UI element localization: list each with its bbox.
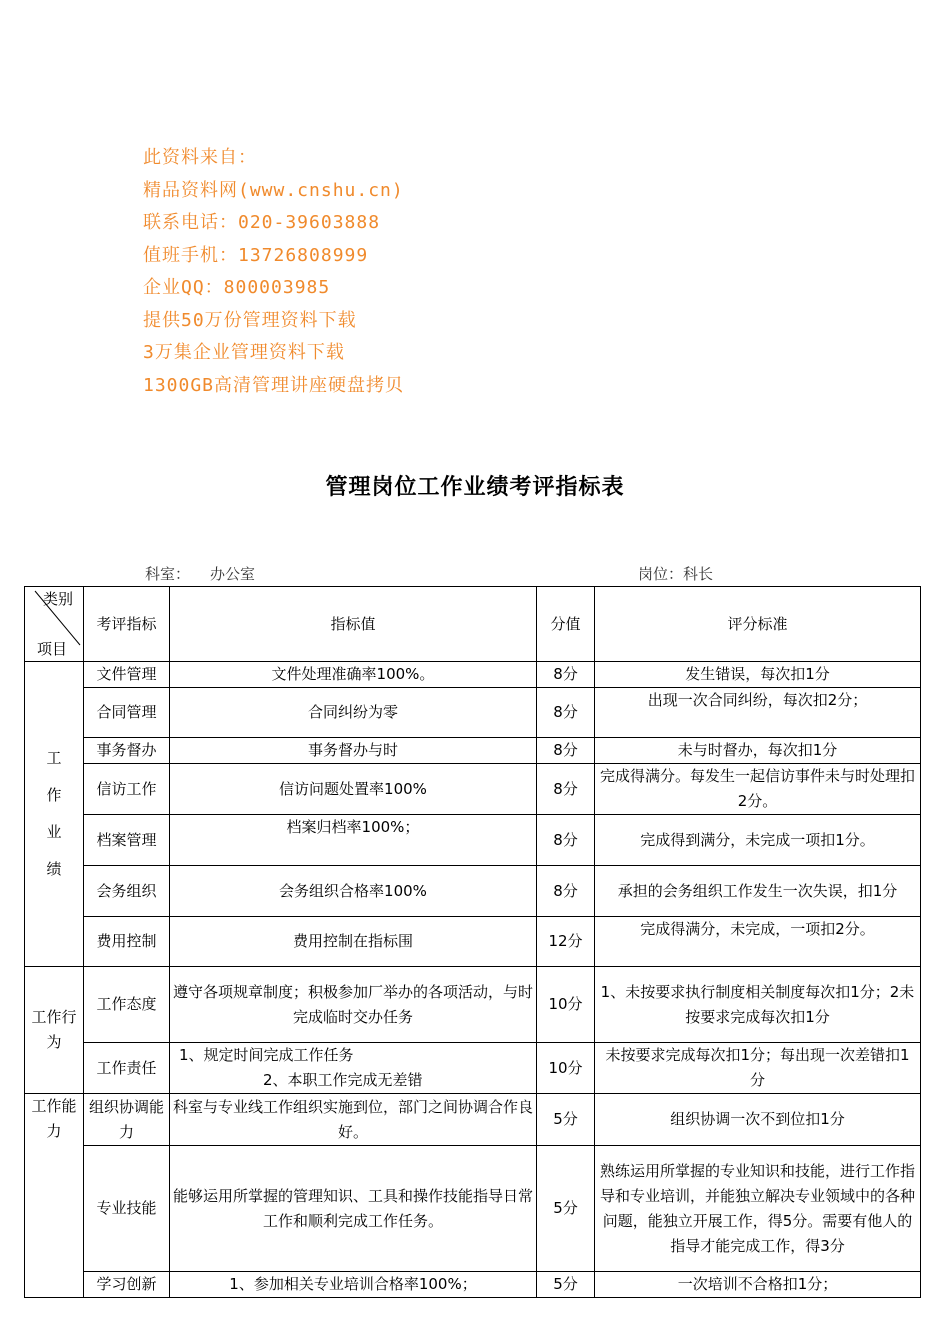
post-label: 岗位：科长 xyxy=(638,565,714,583)
indicator-value: 会务组织合格率100% xyxy=(170,866,537,917)
promo-line: 企业QQ：800003985 xyxy=(143,277,331,298)
group-ability: 工作能力 xyxy=(25,1094,84,1298)
promo-line: 1300GB高清管理讲座硬盘拷贝 xyxy=(143,374,405,396)
indicator-name: 信访工作 xyxy=(84,764,170,815)
indicator-criteria: 未与时督办，每次扣1分 xyxy=(595,738,921,764)
indicator-value: 文件处理准确率100%。 xyxy=(170,662,537,688)
indicator-criteria: 未按要求完成每次扣1分；每出现一次差错扣1分 xyxy=(595,1043,921,1094)
promo-line: 值班手机：13726808999 xyxy=(143,244,369,266)
indicator-name: 事务督办 xyxy=(84,738,170,764)
indicator-name: 档案管理 xyxy=(84,815,170,866)
page-title: 管理岗位工作业绩考评指标表 xyxy=(325,475,625,500)
indicator-name: 组织协调能力 xyxy=(84,1094,170,1146)
group-behavior: 工作行为 xyxy=(25,967,84,1094)
table-row xyxy=(25,1043,921,1094)
indicator-score: 8分 xyxy=(537,815,595,866)
group-char: 绩 xyxy=(46,860,62,878)
indicator-value: 1、参加相关专业培训合格率100%； xyxy=(170,1272,537,1298)
header-score: 分值 xyxy=(537,587,595,662)
indicator-value: 能够运用所掌握的管理知识、工具和操作技能指导日常工作和顺利完成工作任务。 xyxy=(170,1146,537,1272)
indicator-score: 12分 xyxy=(537,917,595,967)
indicator-value xyxy=(170,1043,537,1094)
table-row xyxy=(25,1146,921,1272)
header-value: 指标值 xyxy=(170,587,537,662)
header-row xyxy=(25,587,921,662)
indicator-criteria: 承担的会务组织工作发生一次失误，扣1分 xyxy=(595,866,921,917)
table-row xyxy=(25,866,921,917)
dept-value: 办公室 xyxy=(210,565,256,583)
diag-top-label: 类别 xyxy=(42,590,73,608)
group-char: 工 xyxy=(46,749,62,767)
indicator-name: 专业技能 xyxy=(84,1146,170,1272)
header-indicator: 考评指标 xyxy=(84,587,170,662)
group-char: 业 xyxy=(46,823,62,841)
promo-line: 联系电话：020-39603888 xyxy=(143,212,381,233)
indicator-score: 5分 xyxy=(537,1146,595,1272)
table-row xyxy=(25,688,921,738)
table-row xyxy=(25,738,921,764)
table-row xyxy=(25,1094,921,1146)
indicator-value: 事务督办与时 xyxy=(170,738,537,764)
value-line: 2、本职工作完成无差错 xyxy=(263,1071,423,1089)
indicator-criteria: 熟练运用所掌握的专业知识和技能，进行工作指导和专业培训，并能独立解决专业领域中的各种问题，能独立开展工作，得5分。需要有他人的指导才能完成工作，得3分 xyxy=(595,1146,921,1272)
indicator-value: 档案归档率100%； xyxy=(170,815,537,866)
indicator-criteria: 出现一次合同纠纷，每次扣2分； xyxy=(595,688,921,738)
promo-line: 此资料来自： xyxy=(143,147,257,168)
indicator-value: 遵守各项规章制度；积极参加厂举办的各项活动，与时完成临时交办任务 xyxy=(170,967,537,1043)
table-row xyxy=(25,967,921,1043)
indicator-name: 工作责任 xyxy=(84,1043,170,1094)
indicator-value: 合同纠纷为零 xyxy=(170,688,537,738)
indicator-criteria: 一次培训不合格扣1分； xyxy=(595,1272,921,1298)
value-line: 1、规定时间完成工作任务 xyxy=(179,1046,354,1064)
indicator-criteria: 完成得满分。每发生一起信访事件未与时处理扣2分。 xyxy=(595,764,921,815)
group-performance xyxy=(25,662,84,967)
table-row xyxy=(25,764,921,815)
indicator-value: 科室与专业线工作组织实施到位，部门之间协调合作良好。 xyxy=(170,1094,537,1146)
indicator-value: 信访问题处置率100% xyxy=(170,764,537,815)
indicator-criteria: 完成得满分，未完成，一项扣2分。 xyxy=(595,917,921,967)
diag-bottom-label: 项目 xyxy=(37,640,68,658)
indicator-criteria: 1、未按要求执行制度相关制度每次扣1分；2未按要求完成每次扣1分 xyxy=(595,967,921,1043)
table-row xyxy=(25,917,921,967)
indicator-name: 合同管理 xyxy=(84,688,170,738)
indicator-score: 10分 xyxy=(537,1043,595,1094)
evaluation-table xyxy=(24,586,921,1298)
diagonal-header-cell xyxy=(25,587,84,662)
indicator-name: 工作态度 xyxy=(84,967,170,1043)
indicator-score: 8分 xyxy=(537,866,595,917)
table-row xyxy=(25,662,921,688)
indicator-criteria: 发生错误，每次扣1分 xyxy=(595,662,921,688)
indicator-score: 8分 xyxy=(537,764,595,815)
indicator-name: 会务组织 xyxy=(84,866,170,917)
indicator-name: 费用控制 xyxy=(84,917,170,967)
dept-label: 科室： xyxy=(145,565,191,583)
indicator-score: 10分 xyxy=(537,967,595,1043)
header-criteria: 评分标准 xyxy=(595,587,921,662)
indicator-criteria: 完成得到满分，未完成一项扣1分。 xyxy=(595,815,921,866)
indicator-name: 文件管理 xyxy=(84,662,170,688)
promo-line: 精品资料网(www.cnshu.cn) xyxy=(143,179,404,201)
group-char: 作 xyxy=(46,786,62,804)
indicator-score: 5分 xyxy=(537,1094,595,1146)
indicator-name: 学习创新 xyxy=(84,1272,170,1298)
indicator-score: 5分 xyxy=(537,1272,595,1298)
indicator-score: 8分 xyxy=(537,662,595,688)
table-row xyxy=(25,1272,921,1298)
indicator-score: 8分 xyxy=(537,738,595,764)
promo-line: 提供50万份管理资料下载 xyxy=(143,309,357,331)
promo-block xyxy=(143,142,404,402)
indicator-score: 8分 xyxy=(537,688,595,738)
indicator-criteria: 组织协调一次不到位扣1分 xyxy=(595,1094,921,1146)
table-row xyxy=(25,815,921,866)
indicator-value: 费用控制在指标围 xyxy=(170,917,537,967)
promo-line: 3万集企业管理资料下载 xyxy=(143,342,345,363)
